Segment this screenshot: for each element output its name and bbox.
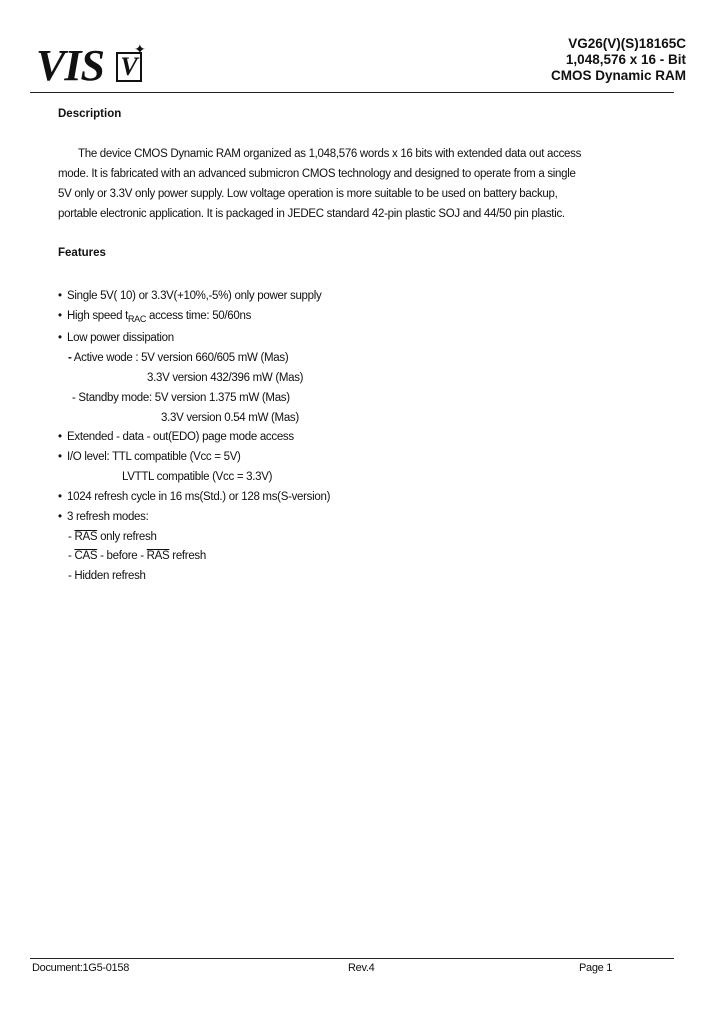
footer-rev: Rev.4 (348, 962, 375, 974)
description-line: portable electronic application. It is packaged in JEDEC standard 42-pin plastic SOJ and 44/50 pin plastic. (58, 208, 565, 220)
company-logo (36, 41, 146, 90)
description-line: The device CMOS Dynamic RAM organized as 1,048,576 words x 16 bits with extended data out access (78, 148, 582, 160)
feature-io-level: • I/O level: TTL compatible (Vcc = 5V) (58, 451, 241, 463)
organization: 1,048,576 x 16 - Bit (565, 52, 686, 67)
logo-star-icon: ✦ (134, 41, 146, 57)
description-line: mode. It is fabricated with an advanced submicron CMOS technology and designed to operate from a single (58, 168, 576, 180)
description-line: 5V only or 3.3V only power supply. Low voltage operation is more suitable to be used on battery backup, (58, 188, 558, 200)
description-paragraph (58, 144, 618, 224)
feature-refresh-modes: • 3 refresh modes: (58, 511, 149, 523)
feature-low-power: • Low power dissipation (58, 332, 174, 344)
footer-document: Document:1G5-0158 (32, 962, 130, 974)
feature-high-speed: • High speed $t_{RAC}$ access time: 50/60ns (58, 310, 252, 324)
feature-refresh-cycle: • 1024 refresh cycle in 16 ms(Std.) or 128 ms(S-version) (58, 491, 331, 503)
feature-standby-33v: 3.3V version 0.54 mW (Mas) (161, 412, 299, 424)
refresh-mode-hidden: - Hidden refresh (68, 570, 146, 582)
feature-single-supply: • Single 5V( 10) or 3.3V(+10%,-5%) only power supply (58, 290, 322, 302)
feature-standby-mode: - Standby mode: 5V version 1.375 mW (Mas) (72, 392, 290, 404)
footer-page: Page 1 (579, 962, 613, 974)
description-heading: Description (58, 108, 122, 120)
feature-edo: • Extended - data - out(EDO) page mode access (58, 431, 294, 443)
refresh-mode-cbr: - $\overline{CAS}$ - before - $\overline{RAS}$ refresh (68, 550, 206, 562)
header-rule (30, 92, 674, 93)
logo-text: VIS (36, 41, 104, 90)
feature-active-33v: 3.3V version 432/396 mW (Mas) (147, 372, 304, 384)
footer-rule (30, 958, 674, 959)
feature-active-mode: - Active wode : 5V version 660/605 mW (Mas) (68, 352, 289, 364)
device-type: CMOS Dynamic RAM (550, 68, 686, 83)
title-block (551, 36, 686, 84)
refresh-mode-ras-only: - $\overline{RAS}$ only refresh (68, 531, 157, 543)
feature-io-lvttl: LVTTL compatible (Vcc = 3.3V) (122, 471, 273, 483)
part-number: VG26(V)(S)18165C (568, 36, 686, 51)
features-heading: Features (58, 247, 106, 259)
logo-v-box: V (116, 52, 142, 82)
